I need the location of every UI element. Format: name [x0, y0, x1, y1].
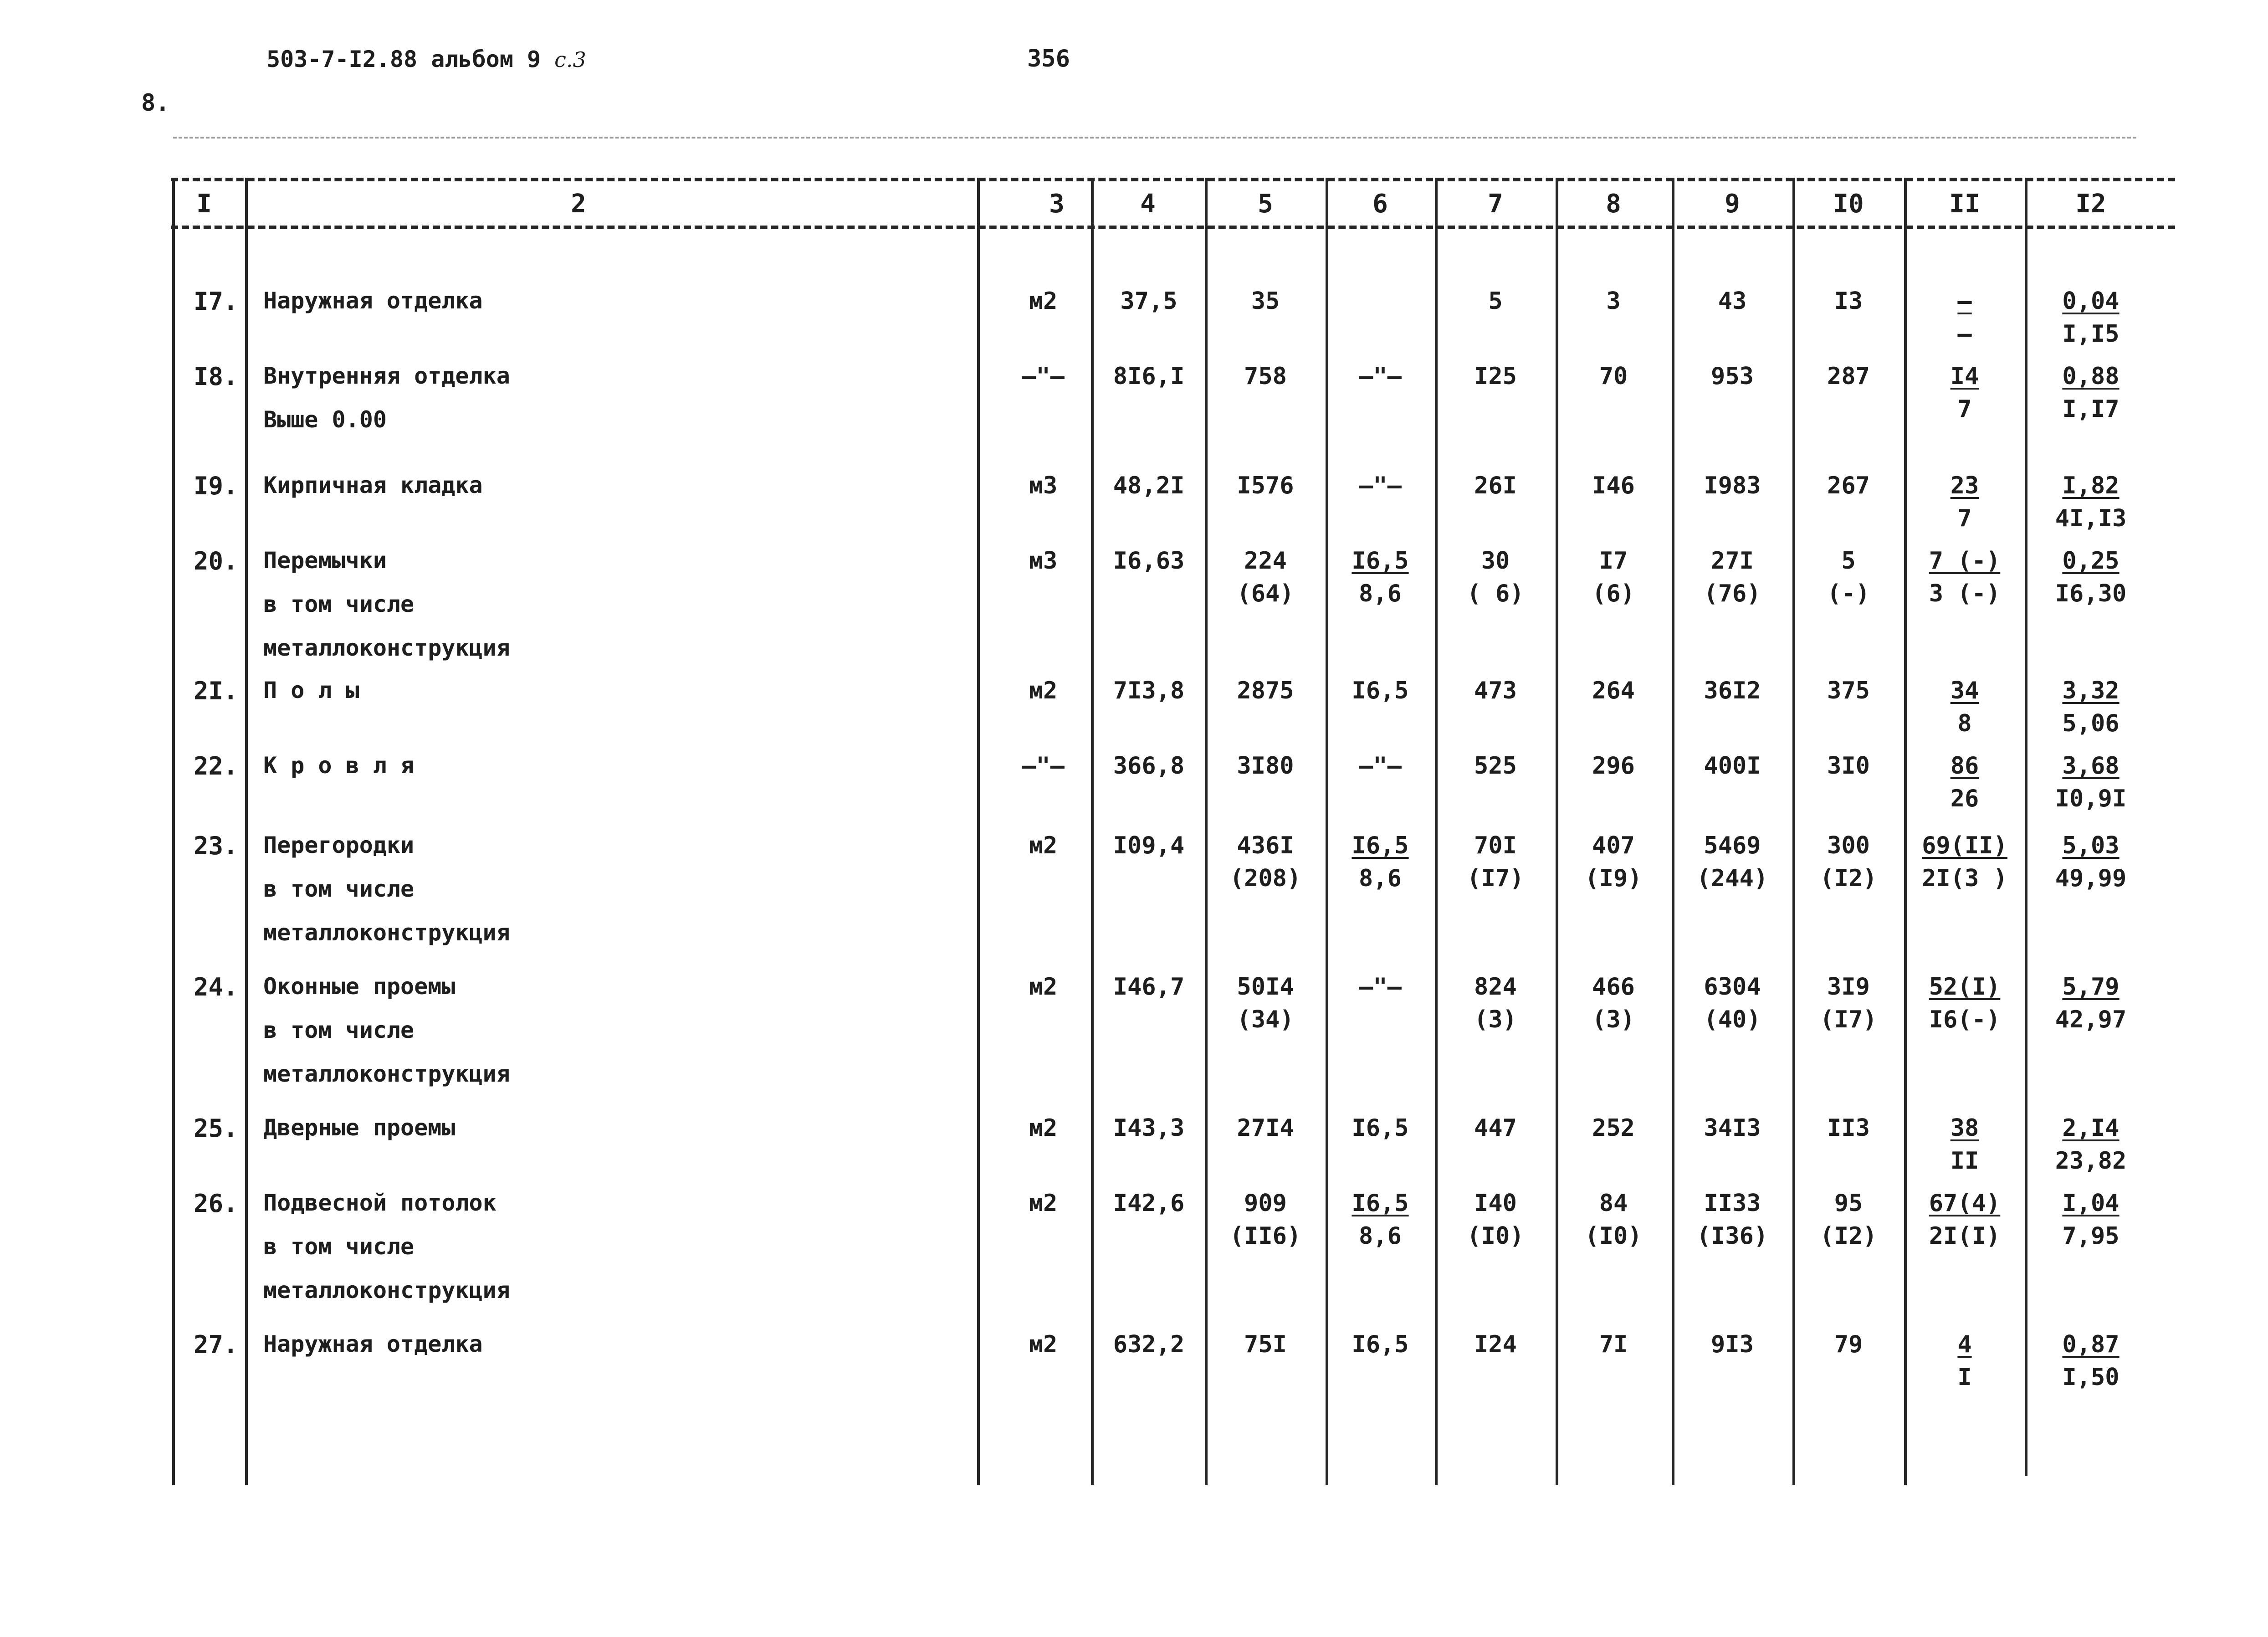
cell-c12: 5,03: [2062, 832, 2120, 859]
column-header-2: 2: [571, 189, 586, 219]
row-number: 26.: [194, 1189, 238, 1218]
cell-c12-lower: 5,06: [2062, 710, 2120, 737]
cell-c8: 70: [1599, 363, 1628, 390]
item-name-continuation: металлоконструкция: [263, 1061, 510, 1087]
cell-c6: I6,5: [1352, 832, 1409, 859]
unit: м2: [1029, 1331, 1058, 1358]
cell-c6: –"–: [1359, 363, 1402, 390]
cell-c7-lower: ( 6): [1467, 580, 1524, 607]
cell-c7: 5: [1488, 287, 1503, 315]
column-header-10: I0: [1833, 189, 1864, 219]
cell-c10: 95: [1834, 1190, 1863, 1217]
cell-c10: 3I9: [1827, 973, 1870, 1001]
item-name: Оконные проемы: [263, 973, 456, 1000]
cell-c6: I6,5: [1352, 1114, 1409, 1142]
cell-c6: –"–: [1359, 752, 1402, 780]
cell-c5: 224: [1244, 547, 1287, 575]
cell-c9-lower: (I36): [1696, 1222, 1768, 1250]
unit: м3: [1029, 547, 1058, 575]
cell-c6: I6,5: [1352, 547, 1409, 575]
cell-c12: 0,25: [2062, 547, 2120, 575]
cell-c8-lower: (I9): [1585, 865, 1642, 892]
cell-c10-lower: (I2): [1820, 865, 1877, 892]
cell-c11: 67(4): [1929, 1190, 2001, 1217]
row-number: I8.: [194, 362, 238, 391]
cell-c5: 2875: [1237, 677, 1294, 704]
cell-c11: 7 (-): [1929, 547, 2001, 575]
column-header-12: I2: [2075, 189, 2106, 219]
cell-c5: 75I: [1244, 1331, 1287, 1358]
cell-c5: 35: [1251, 287, 1280, 315]
cell-c11-lower: 26: [1950, 785, 1979, 812]
cell-col4: 366,8: [1113, 752, 1185, 780]
cell-c9: 400I: [1704, 752, 1761, 780]
cell-c12-lower: I,I7: [2062, 395, 2120, 423]
item-name-continuation: Выше 0.00: [263, 406, 387, 433]
cell-c10: 5: [1841, 547, 1856, 575]
cell-c10-lower: (I7): [1820, 1006, 1877, 1033]
cell-c7: 447: [1474, 1114, 1517, 1142]
col-rule-11: [2025, 178, 2027, 1476]
cell-c10: 375: [1827, 677, 1870, 704]
column-header-7: 7: [1488, 189, 1503, 219]
item-name: П о л ы: [263, 677, 359, 703]
cell-c8: 252: [1592, 1114, 1635, 1142]
cell-c10: 3I0: [1827, 752, 1870, 780]
cell-c12: I,04: [2062, 1190, 2120, 1217]
col-rule-8: [1672, 178, 1674, 1485]
cell-c9: 9I3: [1711, 1331, 1754, 1358]
cell-c12-lower: I0,9I: [2055, 785, 2127, 812]
cell-c12: 3,32: [2062, 677, 2120, 704]
cell-c8-lower: (3): [1592, 1006, 1635, 1033]
cell-c7: I40: [1474, 1190, 1517, 1217]
cell-c7-lower: (I0): [1467, 1222, 1524, 1250]
document-code: 503-7-I2.88 альбом 9: [266, 46, 541, 72]
cell-c8: 84: [1599, 1190, 1628, 1217]
cell-c5-lower: (208): [1229, 865, 1301, 892]
cell-c12-lower: 42,97: [2055, 1006, 2127, 1033]
cell-c12-lower: 49,99: [2055, 865, 2127, 892]
cell-c8: I7: [1599, 547, 1628, 575]
col-rule-9: [1792, 178, 1795, 1485]
cell-c6-lower: 8,6: [1359, 865, 1402, 892]
column-header-6: 6: [1372, 189, 1388, 219]
cell-c10: 300: [1827, 832, 1870, 859]
item-name-continuation: металлоконструкция: [263, 1277, 510, 1303]
cell-c11: 38: [1950, 1114, 1979, 1142]
cell-c6-lower: 8,6: [1359, 580, 1402, 607]
cell-c11: 69(II): [1922, 832, 2007, 859]
col-rule-2: [977, 178, 980, 1485]
page-number: 356: [1027, 45, 1070, 72]
cell-c9: 953: [1711, 363, 1754, 390]
cell-c6: I6,5: [1352, 1190, 1409, 1217]
item-name: Подвесной потолок: [263, 1190, 497, 1216]
unit: –"–: [1022, 752, 1065, 780]
sheet-mark: 8.: [141, 89, 170, 117]
column-header-1: I: [196, 189, 212, 219]
cell-c7: 473: [1474, 677, 1517, 704]
cell-c12-lower: I6,30: [2055, 580, 2127, 607]
cell-c12-lower: 4I,I3: [2055, 505, 2127, 532]
unit: –"–: [1022, 363, 1065, 390]
cell-c11: –: [1957, 287, 1972, 315]
cell-c12: I,82: [2062, 472, 2120, 499]
item-name-continuation: в том числе: [263, 591, 415, 617]
document-reference: [266, 48, 586, 71]
cell-col4: 8I6,I: [1113, 363, 1185, 390]
cell-c7: 525: [1474, 752, 1517, 780]
column-header-4: 4: [1140, 189, 1156, 219]
col-rule-6: [1435, 178, 1438, 1485]
top-faint-rule: [173, 137, 2136, 139]
cell-c12-lower: I,50: [2062, 1364, 2120, 1391]
cell-c5: 909: [1244, 1190, 1287, 1217]
cell-c9: 6304: [1704, 973, 1761, 1001]
col-rule-10: [1904, 178, 1907, 1485]
cell-c11: 4: [1957, 1331, 1972, 1358]
cell-c11: I4: [1950, 363, 1979, 390]
item-name: Дверные проемы: [263, 1114, 456, 1141]
cell-c5: I576: [1237, 472, 1294, 499]
row-number: 24.: [194, 973, 238, 1001]
cell-c12: 5,79: [2062, 973, 2120, 1001]
col-rule-0: [172, 178, 175, 1485]
item-name: Внутренняя отделка: [263, 363, 510, 389]
item-name: Перегородки: [263, 832, 415, 858]
cell-c5: 758: [1244, 363, 1287, 390]
cell-c6: –"–: [1359, 472, 1402, 499]
cell-col4: I46,7: [1113, 973, 1185, 1001]
cell-c5: 50I4: [1237, 973, 1294, 1001]
cell-c11-lower: –: [1957, 320, 1972, 348]
cell-col4: I09,4: [1113, 832, 1185, 859]
cell-c8: 296: [1592, 752, 1635, 780]
cell-c11-lower: 7: [1957, 395, 1972, 423]
cell-c7-lower: (I7): [1467, 865, 1524, 892]
cell-c11-lower: 3 (-): [1929, 580, 2001, 607]
cell-c12-lower: I,I5: [2062, 320, 2120, 348]
item-name-continuation: металлоконструкция: [263, 919, 510, 946]
cell-c8-lower: (6): [1592, 580, 1635, 607]
unit: м2: [1029, 1190, 1058, 1217]
unit: м2: [1029, 677, 1058, 704]
row-number: 20.: [194, 547, 238, 575]
item-name-continuation: в том числе: [263, 876, 415, 902]
cell-c9: II33: [1704, 1190, 1761, 1217]
cell-c9-lower: (244): [1696, 865, 1768, 892]
unit: м2: [1029, 973, 1058, 1001]
cell-c11-lower: 7: [1957, 505, 1972, 532]
item-name-continuation: в том числе: [263, 1233, 415, 1260]
cell-c10: 287: [1827, 363, 1870, 390]
cell-c8-lower: (I0): [1585, 1222, 1642, 1250]
cell-c12: 0,04: [2062, 287, 2120, 315]
unit: м2: [1029, 287, 1058, 315]
cell-col4: I42,6: [1113, 1190, 1185, 1217]
column-header-5: 5: [1258, 189, 1273, 219]
table-top-rule: [171, 178, 2175, 181]
column-header-11: II: [1949, 189, 1980, 219]
unit: м2: [1029, 832, 1058, 859]
col-rule-3: [1091, 178, 1094, 1485]
header-bottom-rule: [171, 226, 2175, 229]
cell-c9: 27I: [1711, 547, 1754, 575]
cell-c6: I6,5: [1352, 1331, 1409, 1358]
cell-c5-lower: (34): [1237, 1006, 1294, 1033]
cell-c6: I6,5: [1352, 677, 1409, 704]
cell-c11-lower: 2I(3 ): [1922, 865, 2007, 892]
cell-col4: I6,63: [1113, 547, 1185, 575]
row-number: I7.: [194, 287, 238, 316]
cell-c12: 0,88: [2062, 363, 2120, 390]
cell-c11: 34: [1950, 677, 1979, 704]
col-rule-7: [1556, 178, 1558, 1485]
cell-c12: 2,I4: [2062, 1114, 2120, 1142]
cell-c9-lower: (76): [1704, 580, 1761, 607]
cell-c11-lower: I: [1957, 1364, 1972, 1391]
item-name: Кирпичная кладка: [263, 472, 483, 498]
item-name: Перемычки: [263, 547, 387, 574]
cell-c8: I46: [1592, 472, 1635, 499]
cell-c12-lower: 7,95: [2062, 1222, 2120, 1250]
cell-col4: 7I3,8: [1113, 677, 1185, 704]
cell-col4: 48,2I: [1113, 472, 1185, 499]
cell-c9: I983: [1704, 472, 1761, 499]
row-number: 22.: [194, 752, 238, 780]
cell-c9: 5469: [1704, 832, 1761, 859]
cell-c8: 466: [1592, 973, 1635, 1001]
cell-col4: 37,5: [1120, 287, 1178, 315]
cell-c11-lower: I6(-): [1929, 1006, 2001, 1033]
cell-c11: 23: [1950, 472, 1979, 499]
cell-c7: I24: [1474, 1331, 1517, 1358]
cell-c8: 7I: [1599, 1331, 1628, 1358]
cell-c12: 0,87: [2062, 1331, 2120, 1358]
item-name: Наружная отделка: [263, 1331, 483, 1357]
cell-c10: 267: [1827, 472, 1870, 499]
unit: м2: [1029, 1114, 1058, 1142]
col-rule-4: [1205, 178, 1208, 1485]
cell-c7: 824: [1474, 973, 1517, 1001]
cell-c9-lower: (40): [1704, 1006, 1761, 1033]
cell-c11-lower: 2I(I): [1929, 1222, 2001, 1250]
row-number: 25.: [194, 1114, 238, 1143]
cell-c5-lower: (II6): [1229, 1222, 1301, 1250]
cell-col4: I43,3: [1113, 1114, 1185, 1142]
cell-c11: 86: [1950, 752, 1979, 780]
cell-c9: 36I2: [1704, 677, 1761, 704]
cell-c7: 26I: [1474, 472, 1517, 499]
row-number: I9.: [194, 472, 238, 500]
item-name-continuation: в том числе: [263, 1017, 415, 1043]
column-header-9: 9: [1725, 189, 1740, 219]
cell-c10: 79: [1834, 1331, 1863, 1358]
cell-c10-lower: (-): [1827, 580, 1870, 607]
cell-c11-lower: II: [1950, 1147, 1979, 1175]
cell-col4: 632,2: [1113, 1331, 1185, 1358]
cell-c10-lower: (I2): [1820, 1222, 1877, 1250]
cell-c10: II3: [1827, 1114, 1870, 1142]
unit: м3: [1029, 472, 1058, 499]
cell-c9: 43: [1718, 287, 1747, 315]
handwritten-sheet-note: с.3: [554, 47, 586, 72]
col-rule-5: [1326, 178, 1328, 1485]
item-name: Наружная отделка: [263, 287, 483, 314]
row-number: 27.: [194, 1330, 238, 1359]
cell-c10: I3: [1834, 287, 1863, 315]
cell-c8: 407: [1592, 832, 1635, 859]
row-number: 23.: [194, 831, 238, 860]
column-header-8: 8: [1606, 189, 1621, 219]
cell-c8: 264: [1592, 677, 1635, 704]
cell-c5: 3I80: [1237, 752, 1294, 780]
row-number: 2I.: [194, 677, 238, 705]
cell-c12: 3,68: [2062, 752, 2120, 780]
cell-c12-lower: 23,82: [2055, 1147, 2127, 1175]
cell-c5: 436I: [1237, 832, 1294, 859]
cell-c11-lower: 8: [1957, 710, 1972, 737]
cell-c6: –"–: [1359, 973, 1402, 1001]
cell-c5-lower: (64): [1237, 580, 1294, 607]
cell-c7: I25: [1474, 363, 1517, 390]
cell-c7: 30: [1481, 547, 1510, 575]
cell-c6-lower: 8,6: [1359, 1222, 1402, 1250]
cell-c9: 34I3: [1704, 1114, 1761, 1142]
cell-c8: 3: [1606, 287, 1621, 315]
column-header-3: 3: [1049, 189, 1065, 219]
cell-c7: 70I: [1474, 832, 1517, 859]
item-name: К р о в л я: [263, 752, 415, 779]
cell-c5: 27I4: [1237, 1114, 1294, 1142]
cell-c11: 52(I): [1929, 973, 2001, 1001]
item-name-continuation: металлоконструкция: [263, 635, 510, 661]
col-rule-1: [245, 178, 248, 1485]
cell-c7-lower: (3): [1474, 1006, 1517, 1033]
